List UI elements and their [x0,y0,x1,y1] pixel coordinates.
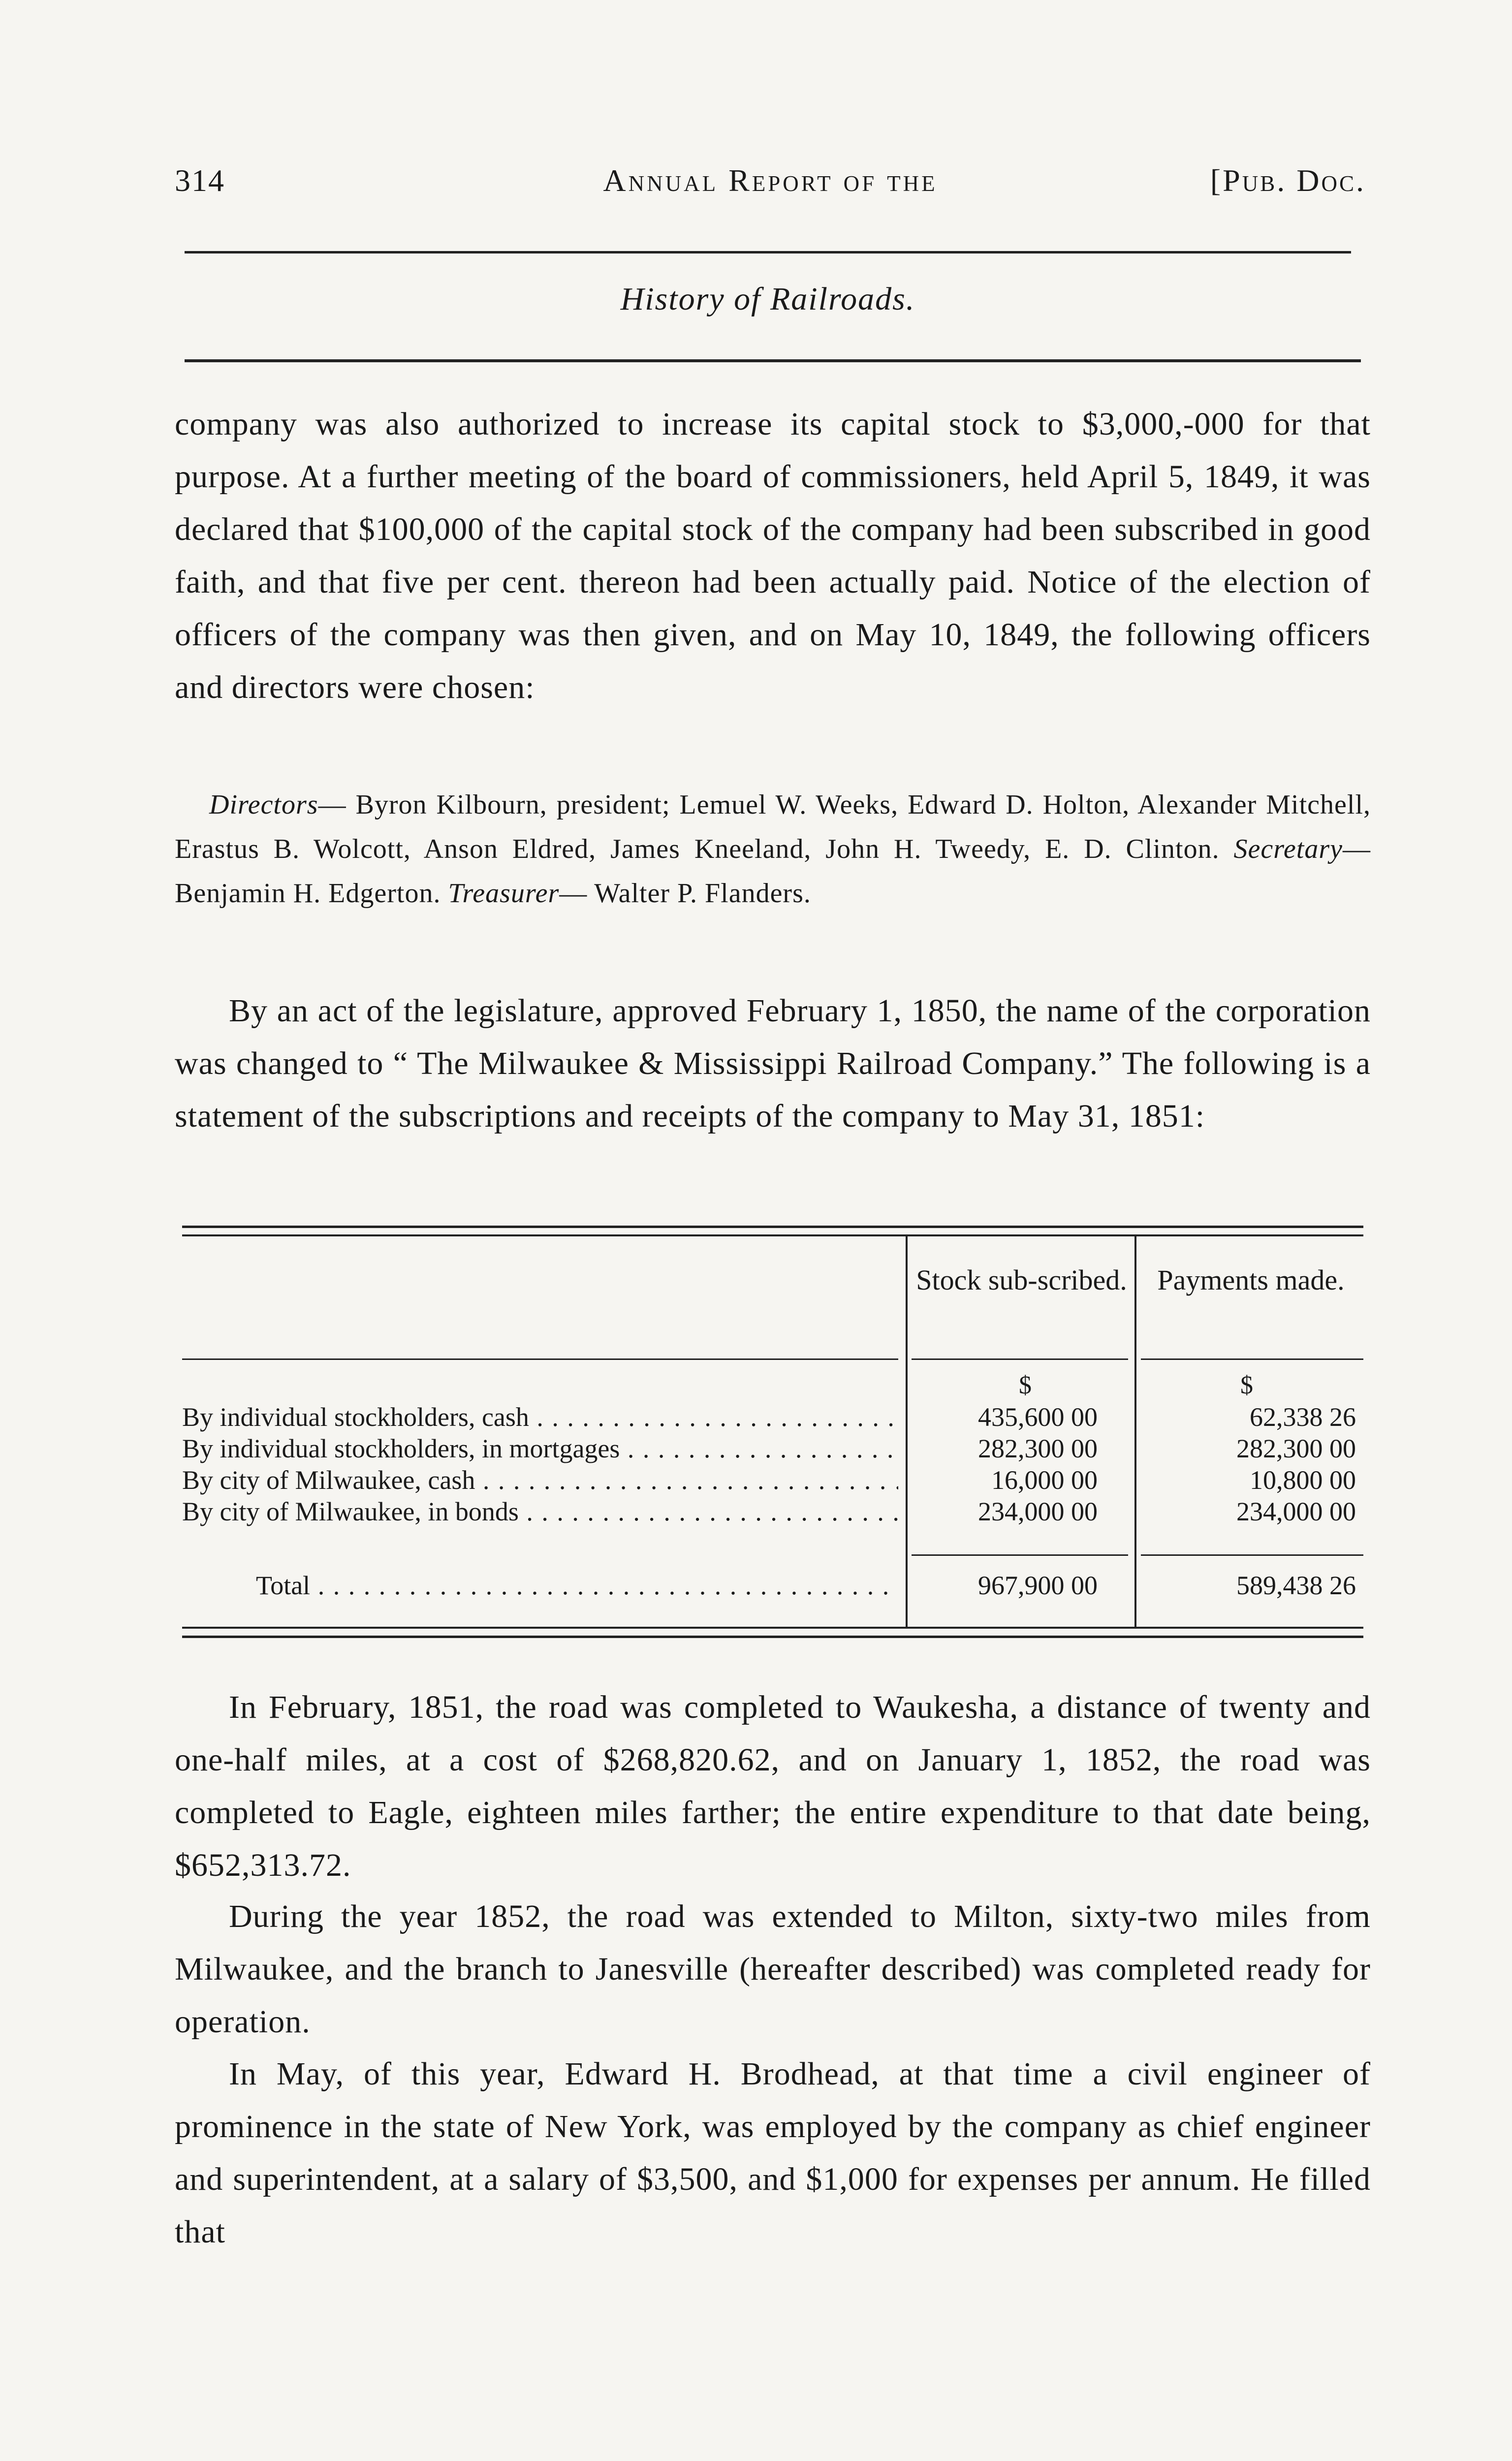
directors-label: Directors [209,789,318,820]
document-type: [Pub. Doc. [1210,163,1366,198]
column-header-payments-made: Payments made. [1157,1264,1345,1296]
section-title: History of Railroads. [620,281,915,317]
header-underline [912,1358,1128,1360]
directors-names: — Byron Kilbourn, president; Lemuel W. Weeks, Edward D. Holton, Alexander Mitchell, Erastus B. Wolcott, Anson Eldred, James Kneeland, John H. Tweedy, E. D. Clinton. [175,789,1371,864]
officers-list [175,783,1371,915]
header-rule [185,251,1351,253]
currency-sign: $ [1240,1371,1253,1399]
page-number: 314 [175,163,225,198]
payments-made-value: 10,800 00 [1250,1465,1356,1495]
table-top-rule-inner [182,1234,1363,1236]
total-label: Total . . . [256,1570,898,1601]
table-total-row [182,1570,1363,1605]
treasurer-label: Treasurer [448,878,560,909]
treasurer-name: — Walter P. Flanders. [559,878,811,909]
stock-subscribed-value: 16,000 00 [991,1465,1098,1495]
table-bottom-rule [182,1627,1363,1629]
payments-made-value: 234,000 00 [1236,1497,1356,1526]
secretary-label: Secretary [1233,834,1343,864]
table-row [182,1465,1363,1496]
table-top-rule [182,1226,1363,1228]
row-label: By individual stockholders, in mortgages . . . [182,1433,898,1464]
paragraph-brodhead: In May, of this year, Edward H. Brodhead, at that time a civil engineer of prominence in the state of New York, was employed by the company as chief engineer and superintendent, at a salary of $3,500, and $1,000 for expenses per annum. He filled that [175,2056,1371,2250]
report-title: Annual Report of the [603,163,938,198]
header-underline [1141,1358,1363,1360]
table-row [182,1496,1363,1528]
paragraph-name-change: By an act of the legislature, approved February 1, 1850, the name of the corporation was changed to “ The Milwaukee & Mississippi Railroad Company.” The following is a statement of the subscriptions and receipts of the company to May 31, 1851: [175,993,1371,1134]
section-rule [185,359,1361,362]
row-label: By city of Milwaukee, in bonds . . . [182,1496,898,1527]
subscriptions-table [182,1226,1363,1669]
total-stock-subscribed: 967,900 00 [978,1571,1098,1600]
row-label: By individual stockholders, cash . . . [182,1402,898,1432]
payments-made-value: 62,338 26 [1250,1402,1356,1432]
currency-sign: $ [1019,1371,1032,1399]
secretary-name: — Benjamin H. Edgerton. [175,834,1371,909]
table-row [182,1433,1363,1465]
payments-made-value: 282,300 00 [1236,1434,1356,1463]
header-underline [182,1358,898,1360]
total-payments-made: 589,438 26 [1236,1571,1356,1600]
table-row [182,1402,1363,1433]
stock-subscribed-value: 282,300 00 [978,1434,1098,1463]
paragraph-milton: During the year 1852, the road was extended to Milton, sixty-two miles from Milwaukee, and the branch to Janesville (hereafter described) was completed ready for operation. [175,1898,1371,2040]
sum-rule [912,1554,1128,1556]
running-header [175,162,1366,202]
row-label: By city of Milwaukee, cash . . . [182,1465,898,1495]
paragraph-waukesha: In February, 1851, the road was completed to Waukesha, a distance of twenty and one-half miles, at a cost of $268,820.62, and on January 1, 1852, the road was completed to Eagle, eighteen miles farther; the entire expenditure to that date being, $652,313.72. [175,1689,1371,1883]
stock-subscribed-value: 435,600 00 [978,1402,1098,1432]
paragraph-capital-stock: company was also authorized to increase its capital stock to $3,000,-000 for that purpose. At a further meeting of the board of commissioners, held April 5, 1849, it was declared that $100,000 of the capital stock of the company had been subscribed in good faith, and that five per cent. thereon had been actually paid. Notice of the election of officers of the company was then given, and on May 10, 1849, the following officers and directors were chosen: [175,406,1371,705]
table-bottom-rule-outer [182,1636,1363,1638]
table-body [182,1402,1363,1528]
column-header-stock-subscribed: Stock sub-scribed. [916,1264,1127,1296]
sum-rule [1141,1554,1363,1556]
stock-subscribed-value: 234,000 00 [978,1497,1098,1526]
